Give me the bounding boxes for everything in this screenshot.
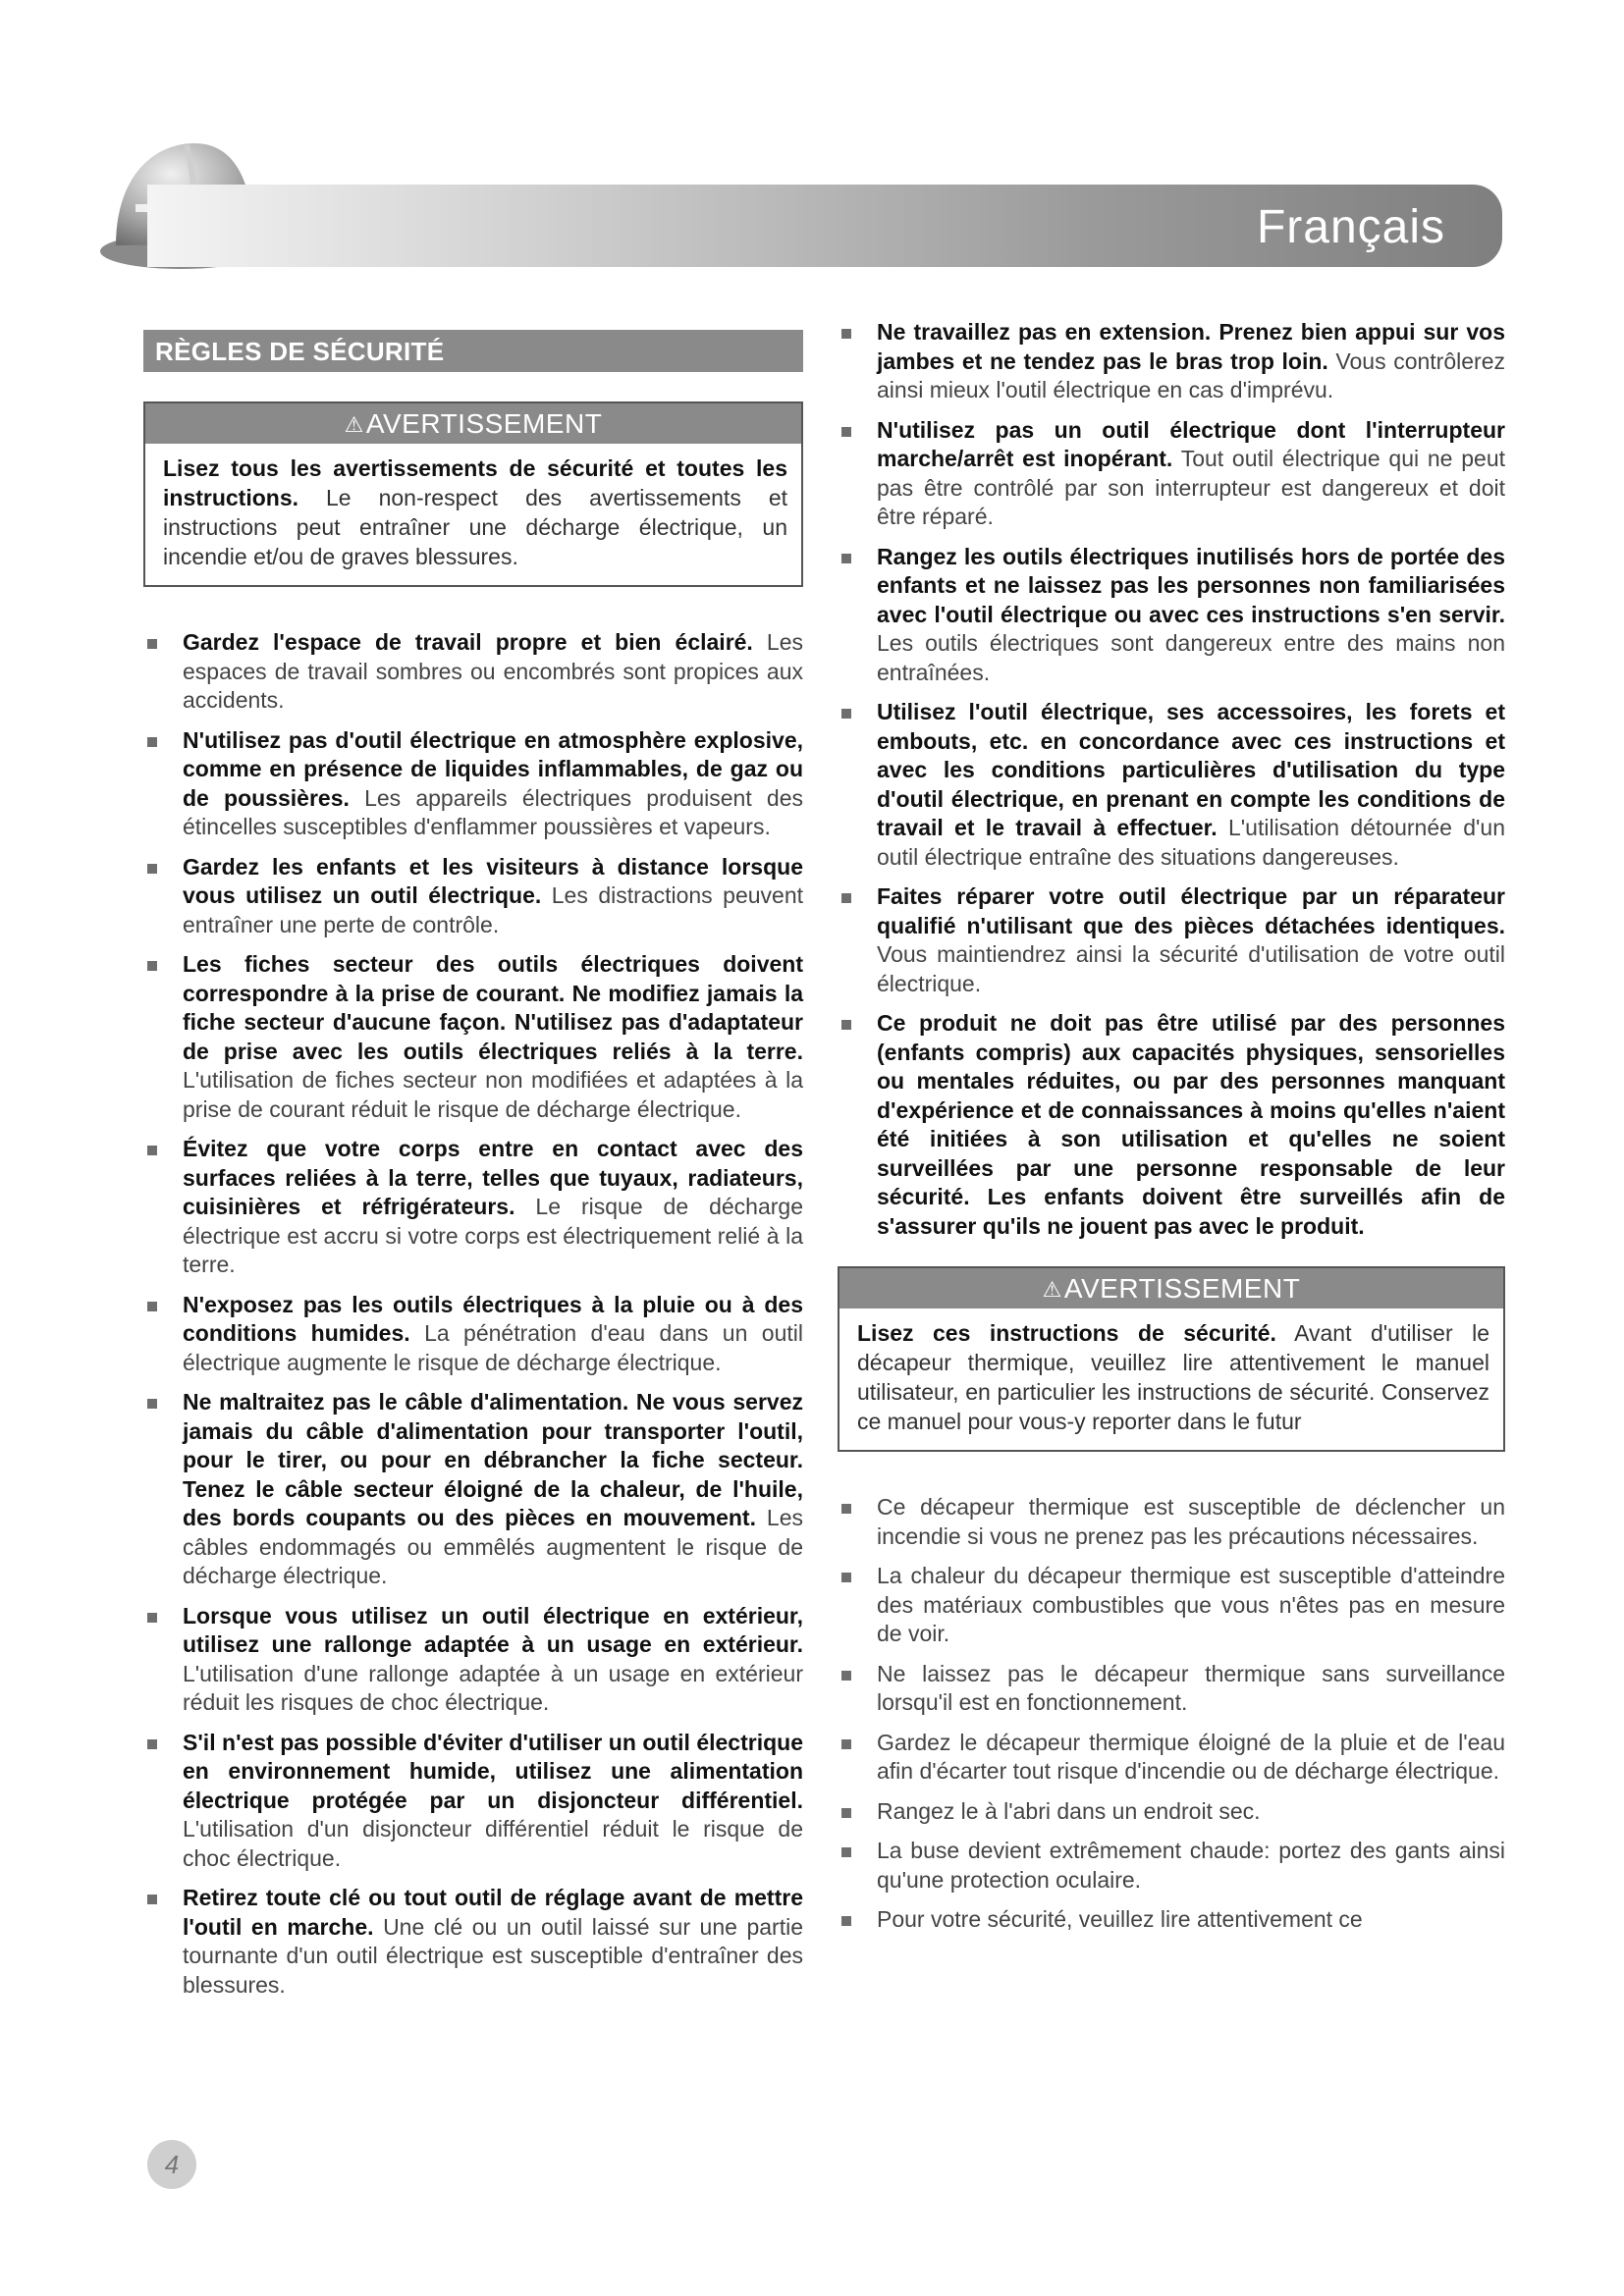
list-item: N'exposez pas les outils électriques à la pluie ou à des conditions humides. La pénétration d'eau dans un outil électrique augmente le risque de décharge électrique. — [143, 1291, 803, 1378]
square-bullet-icon — [841, 1808, 851, 1818]
list-item: Ne travaillez pas en extension. Prenez bien appui sur vos jambes et ne tendez pas le bras trop loin. Vous contrôlerez ainsi mieux l'outil électrique en cas d'imprévu. — [838, 318, 1505, 405]
left-column — [143, 330, 803, 2010]
list-item: Évitez que votre corps entre en contact avec des surfaces reliées à la terre, telles que tuyaux, radiateurs, cuisinières et réfrigérateurs. Le risque de décharge électrique est accru si votre corps est électriquement relié à la terre. — [143, 1135, 803, 1280]
square-bullet-icon — [147, 639, 157, 649]
right-column — [838, 318, 1505, 1946]
square-bullet-icon — [147, 961, 157, 971]
list-item: Ne laissez pas le décapeur thermique sans surveillance lorsqu'il est en fonctionnement. — [838, 1660, 1505, 1718]
list-item: Ce produit ne doit pas être utilisé par des personnes (enfants compris) aux capacités physiques, sensorielles ou mentales réduites, ou par des personnes manquant d'expérience et de connaissances à moins qu'elles n'aient été initiées à son utilisation et qu'elles ne soient surveillées par une personne responsable de leur sécurité. Les enfants doivent être surveillés afin de s'assurer qu'ils ne jouent pas avec le produit. — [838, 1009, 1505, 1241]
square-bullet-icon — [147, 1302, 157, 1311]
list-item: Gardez l'espace de travail propre et bien éclairé. Les espaces de travail sombres ou encombrés sont propices aux accidents. — [143, 628, 803, 716]
list-item: Rangez les outils électriques inutilisés hors de portée des enfants et ne laissez pas les personnes non familiarisées avec l'outil électrique ou avec ces instructions s'en servir. Les outils électriques sont dangereux entre des mains non entraînées. — [838, 543, 1505, 688]
warning-title: ⚠AVERTISSEMENT — [145, 403, 801, 444]
list-item: Ne maltraitez pas le câble d'alimentation. Ne vous servez jamais du câble d'alimentation pour transporter l'outil, pour le tirer, ou pour en débrancher la fiche secteur. Tenez le câble secteur éloigné de la chaleur, de l'huile, des bords coupants ou des pièces en mouvement. Les câbles endommagés ou emmêlés augmentent le risque de décharge électrique. — [143, 1388, 803, 1591]
square-bullet-icon — [147, 1613, 157, 1623]
list-item: Rangez le à l'abri dans un endroit sec. — [838, 1797, 1505, 1827]
list-item: Retirez toute clé ou tout outil de réglage avant de mettre l'outil en marche. Une clé ou un outil laissé sur une partie tournante d'un outil électrique est susceptible d'entraîner des blessures. — [143, 1884, 803, 2000]
list-item: N'utilisez pas un outil électrique dont l'interrupteur marche/arrêt est inopérant. Tout outil électrique qui ne peut pas être contrôlé par son interrupteur est dangereux et doit être réparé. — [838, 416, 1505, 532]
square-bullet-icon — [841, 1916, 851, 1926]
list-item: Les fiches secteur des outils électriques doivent correspondre à la prise de courant. Ne modifiez jamais la fiche secteur d'aucune façon. N'utilisez pas d'adaptateur de prise avec les outils électriques reliés à la terre. L'utilisation de fiches secteur non modifiées et adaptées à la prise de courant réduit le risque de décharge électrique. — [143, 950, 803, 1124]
list-item: La buse devient extrêmement chaude: portez des gants ainsi qu'une protection oculaire. — [838, 1837, 1505, 1895]
list-item: Ce décapeur thermique est susceptible de déclencher un incendie si vous ne prenez pas les précautions nécessaires. — [838, 1493, 1505, 1551]
list-item: S'il n'est pas possible d'éviter d'utiliser un outil électrique en environnement humide, utilisez une alimentation électrique protégée par un disjoncteur différentiel. L'utilisation d'un disjoncteur différentiel réduit le risque de choc électrique. — [143, 1729, 803, 1874]
square-bullet-icon — [841, 709, 851, 719]
square-bullet-icon — [147, 1146, 157, 1155]
warning-box — [143, 401, 803, 587]
heat-gun-rules-list — [838, 1493, 1505, 1935]
list-item: Gardez le décapeur thermique éloigné de la pluie et de l'eau afin d'écarter tout risque d'incendie ou de décharge électrique. — [838, 1729, 1505, 1787]
square-bullet-icon — [147, 1399, 157, 1409]
square-bullet-icon — [841, 1739, 851, 1749]
list-item: N'utilisez pas d'outil électrique en atmosphère explosive, comme en présence de liquides inflammables, de gaz ou de poussières. Les appareils électriques produisent des étincelles susceptibles d'enflammer poussières et vapeurs. — [143, 726, 803, 842]
square-bullet-icon — [841, 427, 851, 437]
square-bullet-icon — [841, 1573, 851, 1582]
square-bullet-icon — [147, 864, 157, 874]
square-bullet-icon — [841, 1504, 851, 1514]
square-bullet-icon — [841, 1847, 851, 1857]
section-title: RÈGLES DE SÉCURITÉ — [143, 330, 803, 372]
warning-title: ⚠AVERTISSEMENT — [839, 1268, 1503, 1308]
square-bullet-icon — [147, 737, 157, 747]
warning-text: Lisez tous les avertissements de sécurité et toutes les instructions. Le non-respect des avertissements et instructions peut entraîner une décharge électrique, un incendie et/ou de graves blessures. — [163, 455, 787, 569]
safety-rules-list — [143, 628, 803, 2000]
square-bullet-icon — [841, 329, 851, 339]
warning-box — [838, 1266, 1505, 1452]
warning-triangle-icon: ⚠ — [1042, 1277, 1062, 1302]
square-bullet-icon — [841, 554, 851, 563]
list-item: Faites réparer votre outil électrique par un réparateur qualifié n'utilisant que des pièces détachées identiques. Vous maintiendrez ainsi la sécurité d'utilisation de votre outil électrique. — [838, 882, 1505, 998]
square-bullet-icon — [841, 1671, 851, 1681]
square-bullet-icon — [841, 893, 851, 903]
list-item: Lorsque vous utilisez un outil électrique en extérieur, utilisez une rallonge adaptée à un usage en extérieur. L'utilisation d'une rallonge adaptée à un usage en extérieur réduit les risques de choc électrique. — [143, 1602, 803, 1718]
list-item: Utilisez l'outil électrique, ses accessoires, les forets et embouts, etc. en concordance avec ces instructions et avec les conditions particulières d'utilisation du type d'outil électrique, en prenant en compte les conditions de travail et le travail à effectuer. L'utilisation détournée d'un outil électrique entraîne des situations dangereuses. — [838, 698, 1505, 872]
square-bullet-icon — [147, 1739, 157, 1749]
square-bullet-icon — [147, 1895, 157, 1904]
page-number: 4 — [147, 2140, 196, 2189]
list-item: La chaleur du décapeur thermique est susceptible d'atteindre des matériaux combustibles que vous n'êtes pas en mesure de voir. — [838, 1562, 1505, 1649]
header-band — [147, 185, 1502, 267]
warning-text: Lisez ces instructions de sécurité. Avant d'utiliser le décapeur thermique, veuillez lire attentivement le manuel utilisateur, en particulier les instructions de sécurité. Conservez ce manuel pour vous-y reporter dans le futur — [857, 1320, 1489, 1434]
square-bullet-icon — [841, 1020, 851, 1030]
warning-triangle-icon: ⚠ — [344, 412, 364, 437]
language-title: Français — [1256, 201, 1445, 253]
list-item: Pour votre sécurité, veuillez lire attentivement ce — [838, 1905, 1505, 1935]
safety-rules-list — [838, 318, 1505, 1241]
list-item: Gardez les enfants et les visiteurs à distance lorsque vous utilisez un outil électrique. Les distractions peuvent entraîner une perte de contrôle. — [143, 853, 803, 940]
